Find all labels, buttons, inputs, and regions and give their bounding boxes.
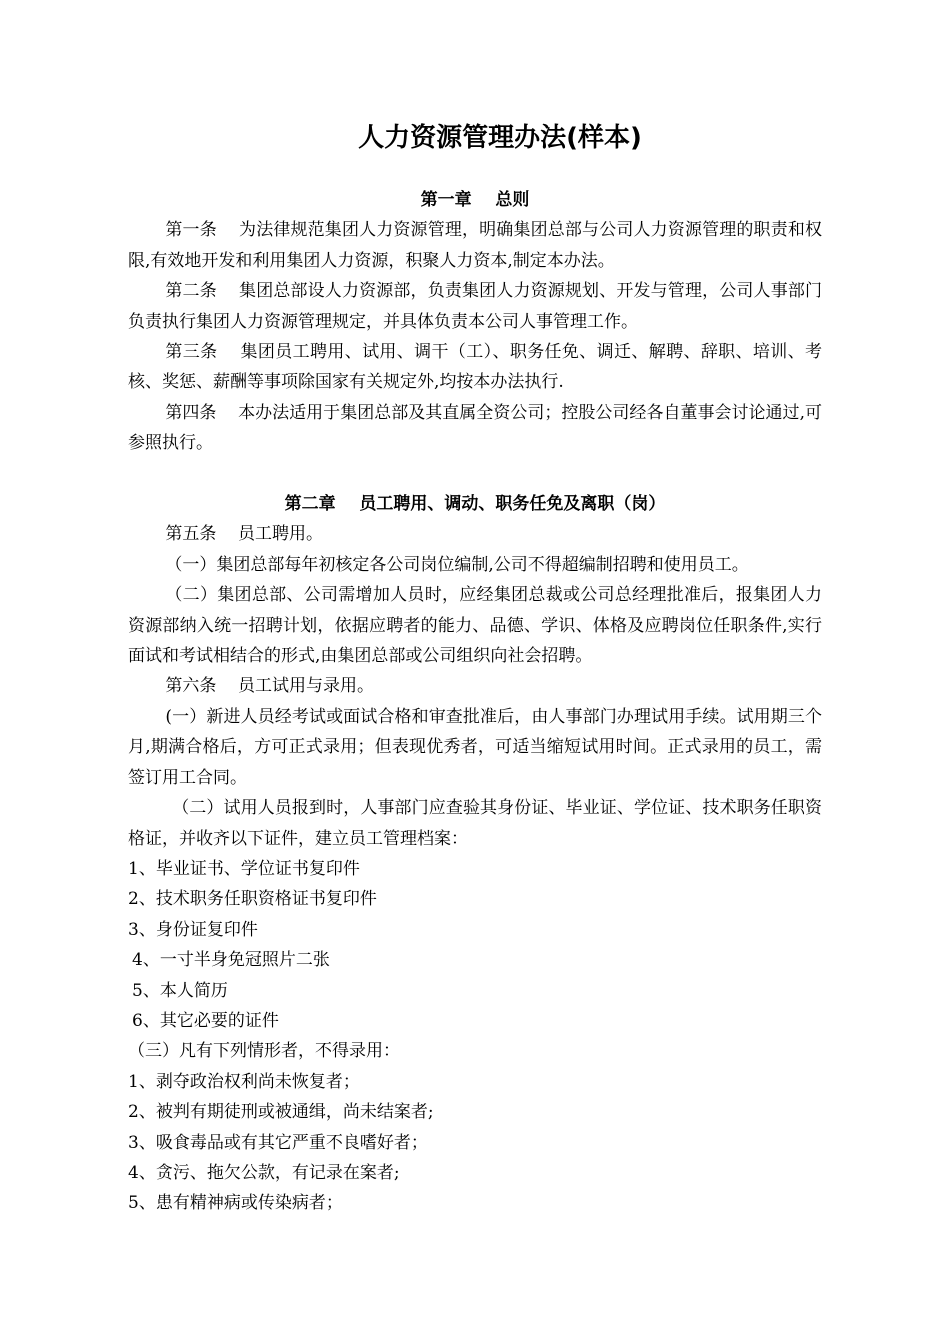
document-list-item: 3、身份证复印件	[128, 919, 258, 940]
chapter-heading: 第二章 员工聘用、调动、职务任免及离职（岗）	[284, 494, 666, 515]
article-paragraph: 第一条 为法律规范集团人力资源管理，明确集团总部与公司人力资源管理的职责和权限,有效地开发和利用集团人力资源，积聚人力资本,制定本办法。	[128, 220, 822, 271]
article-paragraph: 第四条 本办法适用于集团总部及其直属全资公司；控股公司经各自董事会讨论通过,可参照执行。	[128, 402, 822, 454]
document-title: 人力资源管理办法(样本)	[358, 123, 642, 153]
clause-paragraph: (一）新进人员经考试或面试合格和审查批准后，由人事部门办理试用手续。试用期三个月,期满合格后，方可正式录用；但表现优秀者，可适当缩短试用时间。正式录用的员工，需签订用工合同。	[128, 706, 822, 788]
clause-heading: （三）凡有下列情形者，不得录用：	[128, 1041, 400, 1062]
document-list-item: 5、本人简历	[132, 980, 228, 1001]
clause-paragraph: （一）集团总部每年初核定各公司岗位编制,公司不得超编制招聘和使用员工。	[165, 554, 749, 575]
document-list-item: 2、技术职务任职资格证书复印件	[128, 889, 377, 910]
article-paragraph: 第六条 员工试用与录用。	[165, 676, 375, 697]
document-list-item: 1、毕业证书、学位证书复印件	[128, 858, 360, 879]
exclusion-list-item: 4、贪污、拖欠公款，有记录在案者;	[128, 1162, 400, 1183]
article-paragraph: 第三条 集团员工聘用、试用、调干（工）、职务任免、调迁、解聘、辞职、培训、考核、奖惩、薪酬等事项除国家有关规定外,均按本办法执行.	[128, 342, 822, 393]
article-paragraph: 第五条 员工聘用。	[165, 524, 324, 545]
article-paragraph: 第二条 集团总部设人力资源部，负责集团人力资源规划、开发与管理，公司人事部门负责执行集团人力资源管理规定，并具体负责本公司人事管理工作。	[128, 281, 822, 332]
document-list-item: 4、一寸半身免冠照片二张	[132, 950, 330, 971]
exclusion-list-item: 2、被判有期徒刑或被通缉，尚未结案者;	[128, 1102, 434, 1123]
clause-paragraph: （二）集团总部、公司需增加人员时，应经集团总裁或公司总经理批准后，报集团人力资源部纳入统一招聘计划，依据应聘者的能力、品德、学识、体格及应聘岗位任职条件,实行面试和考试相结合的形式,由集团总部或公司组织向社会招聘。	[128, 585, 822, 667]
exclusion-list-item: 3、吸食毒品或有其它严重不良嗜好者；	[128, 1132, 428, 1153]
document-list-item: 6、其它必要的证件	[132, 1010, 279, 1031]
document-body	[128, 185, 822, 1219]
exclusion-list-item: 1、剥夺政治权利尚未恢复者；	[128, 1071, 360, 1092]
clause-paragraph: （二）试用人员报到时，人事部门应查验其身份证、毕业证、学位证、技术职务任职资格证，并收齐以下证件，建立员工管理档案：	[128, 798, 822, 849]
chapter-heading: 第一章 总则	[420, 190, 530, 210]
exclusion-list-item: 5、患有精神病或传染病者；	[128, 1193, 343, 1214]
section-spacer	[128, 459, 822, 489]
